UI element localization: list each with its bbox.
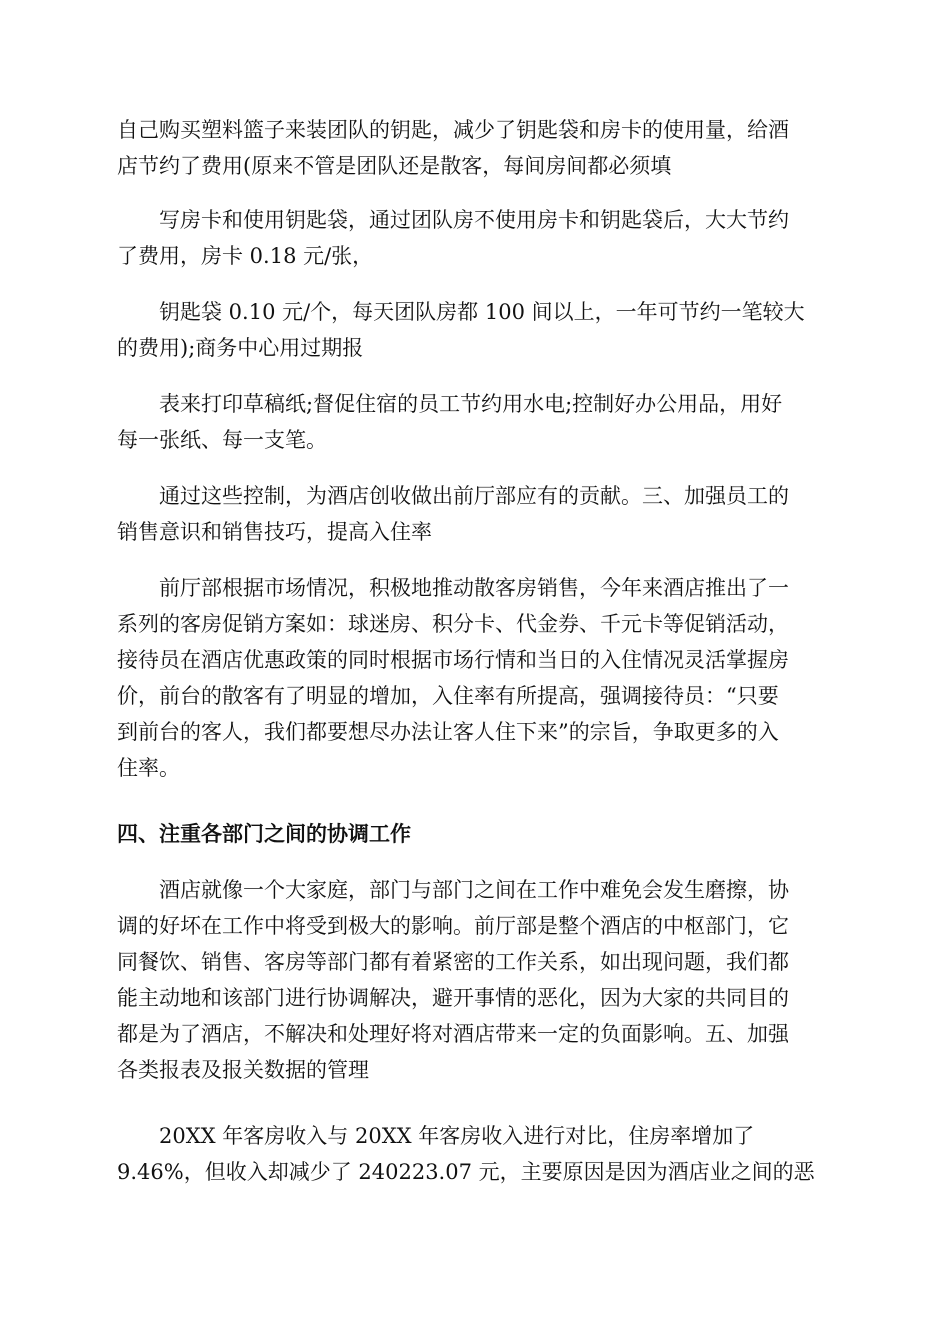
text-line: 销售意识和销售技巧，提高入住率 <box>117 520 432 544</box>
text-line: 每一张纸、每一支笔。 <box>117 428 327 452</box>
text-line: 了费用，房卡 0.18 元/张， <box>117 244 374 268</box>
paragraph-6 <box>117 570 833 786</box>
paragraph-1 <box>117 112 833 184</box>
text-line: 系列的客房促销方案如：球迷房、积分卡、代金券、千元卡等促销活动， <box>117 612 789 636</box>
section-heading: 四、注重各部门之间的协调工作 <box>117 822 411 846</box>
text-line: 表来打印草稿纸;督促住宿的员工节约用水电;控制好办公用品，用好 <box>159 392 783 416</box>
text-line: 酒店就像一个大家庭，部门与部门之间在工作中难免会发生磨擦，协 <box>159 878 789 902</box>
text-line: 价，前台的散客有了明显的增加，入住率有所提高，强调接待员：“只要 <box>117 684 779 708</box>
text-line: 调的好坏在工作中将受到极大的影响。前厅部是整个酒店的中枢部门，它 <box>117 914 789 938</box>
text-line: 20XX 年客房收入与 20XX 年客房收入进行对比，住房率增加了 <box>159 1124 755 1148</box>
text-line: 住率。 <box>117 756 180 780</box>
text-line: 都是为了酒店，不解决和处理好将对酒店带来一定的负面影响。五、加强 <box>117 1022 789 1046</box>
text-line: 写房卡和使用钥匙袋，通过团队房不使用房卡和钥匙袋后，大大节约 <box>159 208 789 232</box>
text-line: 自己购买塑料篮子来装团队的钥匙，减少了钥匙袋和房卡的使用量，给酒 <box>117 118 789 142</box>
text-line: 各类报表及报关数据的管理 <box>117 1058 369 1082</box>
text-line: 钥匙袋 0.10 元/个，每天团队房都 100 间以上，一年可节约一笔较大 <box>159 300 805 324</box>
text-line: 接待员在酒店优惠政策的同时根据市场行情和当日的入住情况灵活掌握房 <box>117 648 789 672</box>
paragraph-7 <box>117 872 833 1088</box>
text-line: 同餐饮、销售、客房等部门都有着紧密的工作关系，如出现问题，我们都 <box>117 950 789 974</box>
text-line: 店节约了费用(原来不管是团队还是散客，每间房间都必须填 <box>117 154 672 178</box>
paragraph-5 <box>117 478 833 550</box>
text-line: 前厅部根据市场情况，积极地推动散客房销售，今年来酒店推出了一 <box>159 576 789 600</box>
text-line: 到前台的客人，我们都要想尽办法让客人住下来”的宗旨，争取更多的入 <box>117 720 779 744</box>
text-line: 能主动地和该部门进行协调解决，避开事情的恶化，因为大家的共同目的 <box>117 986 789 1010</box>
text-line: 通过这些控制，为酒店创收做出前厅部应有的贡献。三、加强员工的 <box>159 484 789 508</box>
paragraph-4 <box>117 386 833 458</box>
paragraph-2 <box>117 202 833 274</box>
paragraph-8 <box>117 1118 833 1190</box>
text-line: 9.46%，但收入却减少了 240223.07 元，主要原因是因为酒店业之间的恶 <box>117 1160 815 1184</box>
paragraph-3 <box>117 294 833 366</box>
text-line: 的费用);商务中心用过期报 <box>117 336 364 360</box>
